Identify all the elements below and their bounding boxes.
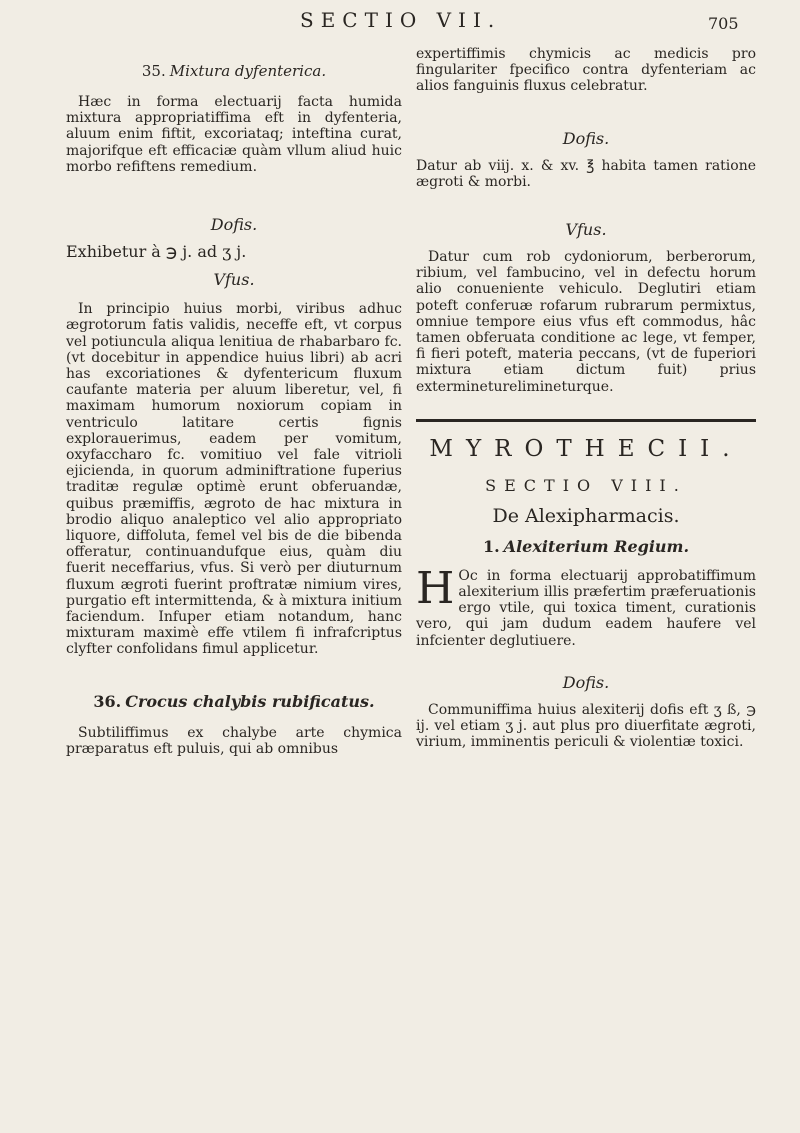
section-running-title: SECTIO VII. xyxy=(300,8,502,32)
dosis-text: Exhibetur à ℈ j. ad ʒ j. xyxy=(66,242,247,262)
heading-alexiterium-regium xyxy=(416,537,756,556)
paragraph-usus-crocus: Datur cum rob cydoniorum, berberorum, ribium, vel fambucino, vel in defectu horum alio conueniente vehiculo. Deglutiri etiam poteft conferuæ rofarum rubrarum permixtus, omniue tempore eius vfus eft commodus, hâc tamen obferuata conditione ac lege, vt femper, fi fieri poteft, materia peccans, (vt de fuperiori mixtura etiam dictum fuit) prius extermineturelimineturque. xyxy=(416,249,756,395)
sectio-heading: SECTIO VIII. xyxy=(485,475,687,495)
paragraph-crocus-continued: expertiffimis chymicis ac medicis pro fingulariter fpecifico contra dyfenteriam ac alios fanguinis fluxus celebratur. xyxy=(416,46,756,95)
item-title: Alexiterium Regium. xyxy=(503,536,690,556)
running-head xyxy=(0,8,800,48)
item-number: 35. xyxy=(141,62,166,80)
usus-heading: Vfus. xyxy=(213,270,255,290)
left-column xyxy=(66,62,402,757)
page-number: 705 xyxy=(708,14,739,33)
dosis-heading: Dofis. xyxy=(562,672,610,692)
paragraph-mixtura-description: Hæc in forma electuarij facta humida mixtura appropriatiffima eft in dyfenteria, aluum enim fiftit, excoriataq; inteftina curat, majorifque eft efficaciæ quàm vllum aliud huic morbo refiftens remedium. xyxy=(66,94,402,175)
right-column xyxy=(416,46,756,751)
heading-mixtura-dysenterica xyxy=(66,62,402,80)
myrothecii-heading: MYROTHECII. xyxy=(429,435,743,462)
dosis-heading: Dofis. xyxy=(210,215,258,235)
drop-cap: H xyxy=(416,562,455,614)
section-divider xyxy=(416,419,756,422)
de-alexipharmacis-heading: De Alexipharmacis. xyxy=(492,504,680,527)
heading-crocus-chalybis xyxy=(66,692,402,711)
item-number: 36. xyxy=(93,691,122,711)
dosis-text: Datur ab viij. x. & xv. ℥ habita tamen ratione ægroti & morbi. xyxy=(416,157,756,190)
paragraph-text: Oc in forma electuarij approbatiffimum alexiterium illis præfertim præferuationis ergo vtile, qui toxica timent, curationis vero, qui jam dudum eadem haufere vel infcienter deglutiuere. xyxy=(416,567,756,649)
item-title: Crocus chalybis rubificatus. xyxy=(125,691,375,711)
item-title: Mixtura dyfenterica. xyxy=(169,62,327,80)
paragraph-alexiterium-description xyxy=(416,562,756,649)
usus-heading: Vfus. xyxy=(565,220,607,240)
dosis-heading: Dofis. xyxy=(562,128,610,148)
item-number: 1. xyxy=(482,536,500,556)
paragraph-crocus-description: Subtiliffimus ex chalybe arte chymica præparatus eft puluis, qui ab omnibus xyxy=(66,724,402,757)
paragraph-usus-mixtura: In principio huius morbi, viribus adhuc ægrotorum fatis validis, neceffe eft, vt corpus vel potiuncula aliqua lenitiua de rhabarbaro fc. (vt docebitur in appendice huius libri) ab acri has excoriationes & dyfentericum fluxum caufante materia per aluum liberetur, vel, fi maximam humorum noxiorum copiam in ventriculo latitare certis fignis explorauerimus, eadem per vomitum, oxyfaccharo fc. vomitiuo vel fale vitrioli ejicienda, in quorum adminiftratione fuperius traditæ regulæ optimè erunt obferuandæ, quibus præmiffis, ægroto de hac mixtura in brodio aliquo analeptico vel alio appropriato liquore, diffoluta, femel vel bis de die bibenda offeratur, continuandufque eius, quàm diu fuerit neceffarius, vfus. Si verò per diuturnum fluxum ægroti fuerint proftratæ nimium vires, purgatio eft intermittenda, & à mixtura initium faciendum. Infuper etiam notandum, hanc mixturam maximè effe vtilem fi infrafcriptus clyfter confolidans fimul applicetur. xyxy=(66,301,402,658)
dosis-text: Communiffima huius alexiterij dofis eft ʒ ß, ℈ ij. vel etiam ʒ j. aut plus pro diuerfitate ægroti, virium, imminentis periculi & violentiæ toxici. xyxy=(416,701,756,751)
